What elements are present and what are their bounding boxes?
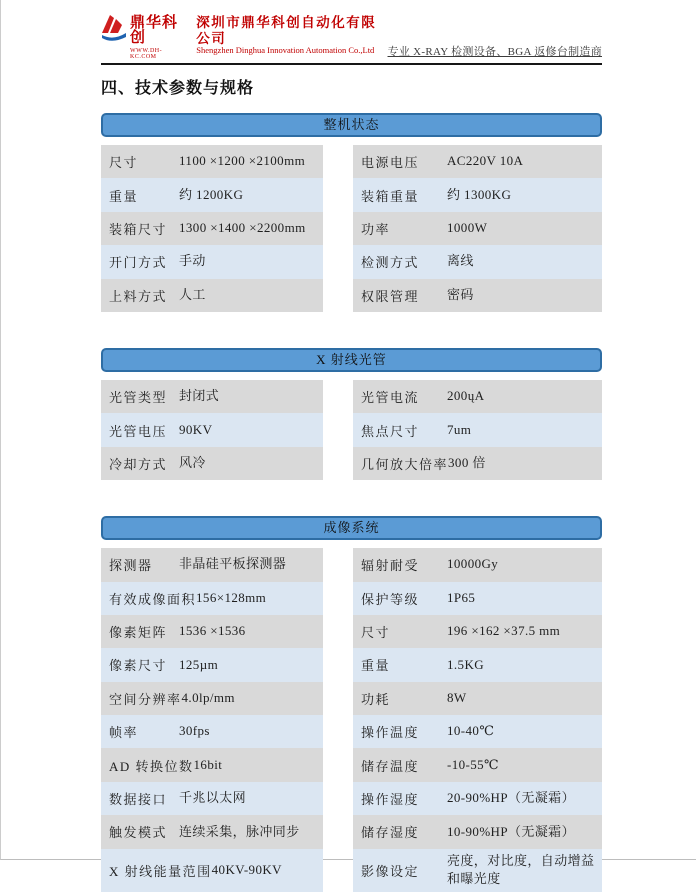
spec-cell-right [353, 279, 602, 312]
spec-value: 手动 [179, 253, 206, 269]
spec-rows-xray-tube [101, 380, 602, 480]
section-title-machine-status: 整机状态 [101, 113, 602, 137]
spec-label: 辐射耐受 [361, 558, 420, 574]
table-row [101, 145, 602, 178]
spec-cell-left [101, 782, 323, 815]
spec-label: 权限管理 [361, 288, 420, 304]
spec-cell-right [353, 815, 602, 848]
table-row [101, 615, 602, 648]
spec-value: 10000Gy [447, 556, 499, 572]
spec-label: 几何放大倍率 [361, 456, 449, 472]
spec-label: 操作湿度 [361, 792, 420, 808]
spec-label: 重量 [361, 658, 391, 674]
spec-value: 1P65 [447, 589, 476, 605]
spec-label: 触发模式 [109, 825, 168, 841]
spec-label: 功耗 [361, 691, 391, 707]
company-name-cn: 深圳市鼎华科创自动化有限公司 [196, 15, 377, 46]
table-row [101, 178, 602, 211]
spec-label: 像素尺寸 [109, 658, 168, 674]
spec-value: 4.0lp/mm [181, 689, 235, 705]
spec-value: 16bit [193, 756, 223, 772]
spec-value: 非晶硅平板探测器 [179, 556, 287, 572]
spec-value: 人工 [179, 286, 206, 302]
spec-label: 检测方式 [361, 255, 420, 271]
spec-value: 连续采集，脉冲同步 [179, 823, 300, 839]
spec-value: 亮度，对比度，自动增益和曝光度 [447, 852, 595, 887]
spec-label: AD 转换位数 [109, 758, 194, 774]
table-row [101, 279, 602, 312]
spec-label: 功率 [361, 221, 391, 237]
spec-cell-left [101, 413, 323, 446]
spec-label: 装箱尺寸 [109, 221, 168, 237]
spec-cell-right [353, 748, 602, 781]
spec-value: 约 1300KG [447, 186, 512, 202]
spec-label: 尺寸 [109, 155, 139, 171]
spec-value: 密码 [447, 286, 474, 302]
spec-value: 1.5KG [447, 656, 485, 672]
spec-cell-left [101, 849, 323, 892]
spec-value: 20-90%HP（无凝霜） [447, 790, 575, 806]
spec-label: 空间分辨率 [109, 691, 182, 707]
spec-value: 200ųA [447, 388, 485, 404]
spec-label: 像素矩阵 [109, 625, 168, 641]
spec-cell-left [101, 380, 323, 413]
table-row [101, 548, 602, 581]
spec-label: 保护等级 [361, 591, 420, 607]
table-row [101, 748, 602, 781]
spec-label: 数据接口 [109, 792, 168, 808]
brand-website: WWW.DH-KC.COM [130, 48, 163, 60]
spec-cell-left [101, 548, 323, 581]
table-row [101, 245, 602, 278]
spec-cell-left [101, 682, 323, 715]
spec-label: 开门方式 [109, 255, 168, 271]
spec-label: 重量 [109, 188, 139, 204]
spec-value: 1000W [447, 220, 488, 236]
spec-value: 离线 [447, 253, 474, 269]
spec-cell-left [101, 212, 323, 245]
spec-cell-left [101, 582, 323, 615]
table-row [101, 380, 602, 413]
spec-value: 封闭式 [179, 388, 220, 404]
section-title-imaging-system: 成像系统 [101, 516, 602, 540]
spec-value: 7um [447, 421, 472, 437]
spec-value: 风冷 [179, 455, 206, 470]
spec-label: 上料方式 [109, 288, 168, 304]
table-row [101, 413, 602, 446]
spec-cell-left [101, 715, 323, 748]
table-row [101, 447, 602, 480]
page-title: 四、技术参数与规格 [101, 80, 255, 97]
spec-cell-right [353, 548, 602, 581]
table-row [101, 715, 602, 748]
spec-label: 帧率 [109, 725, 139, 741]
spec-value: 约 1200KG [179, 186, 244, 202]
spec-value: AC220V 10A [447, 153, 524, 169]
spec-value: 10-90%HP（无凝霜） [447, 823, 575, 839]
spec-cell-right [353, 145, 602, 178]
spec-label: 探测器 [109, 558, 153, 574]
spec-value: 千兆以太网 [179, 790, 247, 806]
spec-label: 光管电压 [109, 423, 168, 439]
spec-cell-right [353, 582, 602, 615]
spec-label: 尺寸 [361, 625, 391, 641]
spec-cell-right [353, 245, 602, 278]
spec-cell-right [353, 178, 602, 211]
spec-rows-machine-status [101, 145, 602, 312]
spec-label: 冷却方式 [109, 456, 168, 472]
spec-value: 30fps [179, 723, 210, 739]
table-row [101, 682, 602, 715]
spec-value: 196 ×162 ×37.5 mm [447, 623, 561, 639]
table-row [101, 815, 602, 848]
spec-sections [101, 113, 601, 892]
spec-label: 电源电压 [361, 155, 420, 171]
spec-value: 156×128mm [196, 589, 267, 605]
company-tagline: 专业 X-RAY 检测设备、BGA 返修台制造商 [387, 46, 602, 58]
spec-section-xray-tube [101, 348, 602, 480]
spec-cell-left [101, 615, 323, 648]
spec-label: 装箱重量 [361, 188, 420, 204]
spec-cell-left [101, 648, 323, 681]
spec-value: 8W [447, 689, 467, 705]
spec-value: 90KV [179, 421, 213, 437]
spec-section-machine-status [101, 113, 602, 312]
section-title-xray-tube: X 射线光管 [101, 348, 602, 372]
spec-cell-left [101, 245, 323, 278]
spec-label: 操作温度 [361, 725, 420, 741]
spec-rows-imaging-system [101, 548, 602, 892]
table-row [101, 648, 602, 681]
spec-cell-left [101, 815, 323, 848]
spec-value: -10-55℃ [447, 756, 500, 772]
brand-block [130, 12, 188, 60]
spec-value: 1100 ×1200 ×2100mm [179, 153, 306, 169]
spec-value: 125µm [179, 656, 219, 672]
spec-cell-left [101, 145, 323, 178]
company-name-block [196, 12, 387, 56]
company-header [101, 12, 602, 65]
spec-label: 有效成像面积 [109, 591, 197, 607]
spec-cell-right [353, 447, 602, 480]
spec-value: 1300 ×1400 ×2200mm [179, 220, 306, 236]
spec-cell-right [353, 715, 602, 748]
spec-cell-right [353, 782, 602, 815]
spec-cell-left [101, 447, 323, 480]
spec-label: X 射线能量范围 [109, 863, 212, 879]
company-logo-icon [101, 12, 127, 44]
spec-cell-right [353, 413, 602, 446]
spec-label: 影像设定 [361, 863, 420, 879]
spec-value: 10-40℃ [447, 723, 495, 739]
table-row [101, 582, 602, 615]
spec-cell-left [101, 279, 323, 312]
spec-cell-right [353, 615, 602, 648]
spec-label: 光管类型 [109, 390, 168, 406]
spec-value: 1536 ×1536 [179, 623, 246, 639]
spec-value: 40KV-90KV [211, 862, 282, 878]
spec-cell-left [101, 178, 323, 211]
spec-cell-right [353, 648, 602, 681]
spec-value: 300 倍 [448, 455, 486, 470]
company-name-en: Shengzhen Dinghua Innovation Automation Co.,Ltd [196, 45, 375, 56]
spec-label: 储存湿度 [361, 825, 420, 841]
spec-label: 储存温度 [361, 758, 420, 774]
table-row [101, 849, 602, 892]
table-row [101, 212, 602, 245]
spec-label: 焦点尺寸 [361, 423, 420, 439]
spec-section-imaging-system [101, 516, 602, 892]
spec-cell-left [101, 748, 323, 781]
spec-cell-right [353, 212, 602, 245]
brand-name: 鼎华科创 [130, 15, 179, 46]
spec-cell-right [353, 380, 602, 413]
table-row [101, 782, 602, 815]
spec-label: 光管电流 [361, 390, 420, 406]
spec-cell-right [353, 682, 602, 715]
spec-cell-right [353, 849, 602, 892]
